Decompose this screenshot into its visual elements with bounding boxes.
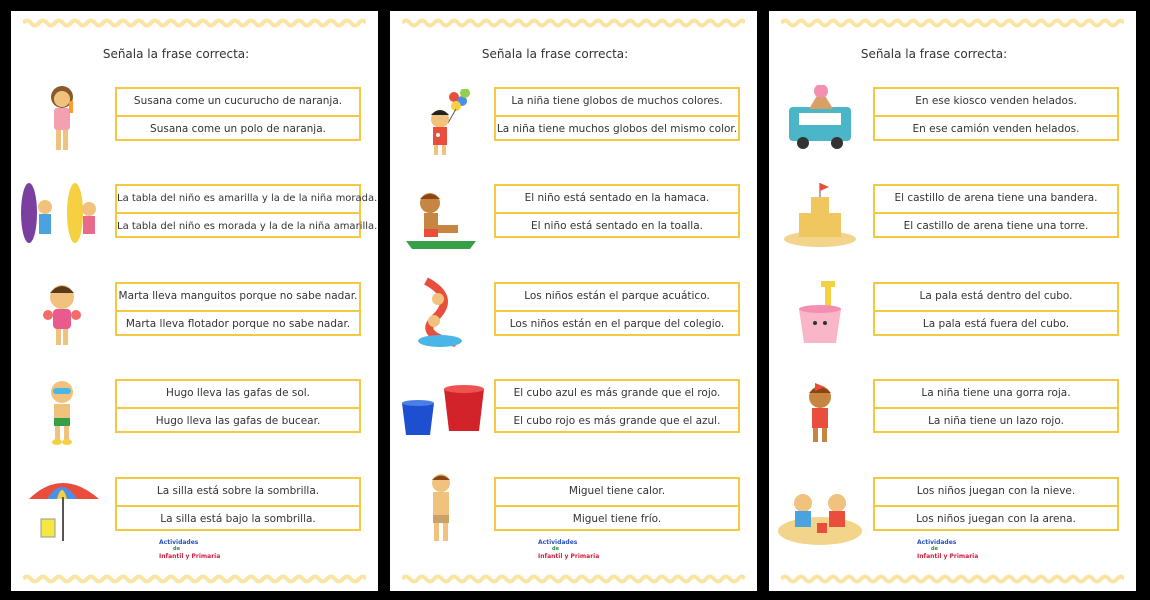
answer-option[interactable]: La niña tiene un lazo rojo. [875, 407, 1117, 435]
girl-with-armbands-image [17, 279, 107, 351]
answer-box [115, 282, 361, 336]
answer-box [873, 282, 1119, 336]
answer-option[interactable]: Hugo lleva las gafas de bucear. [117, 407, 359, 435]
sandcastle-image [775, 179, 865, 251]
wavy-border-bottom [402, 574, 745, 584]
answer-option[interactable]: La niña tiene globos de muchos colores. [511, 95, 723, 107]
answer-box [115, 379, 361, 433]
logo-line-3: Infantil y Primaria [917, 553, 979, 560]
answer-option[interactable]: Hugo lleva las gafas de sol. [165, 387, 311, 399]
logo-line-1: Actividades [538, 539, 578, 546]
answer-box [494, 477, 740, 531]
wavy-border-top [781, 18, 1124, 28]
publisher-logo [917, 537, 997, 565]
logo-line-3: Infantil y Primaria [159, 553, 221, 560]
answer-option[interactable]: Miguel tiene calor. [568, 485, 666, 497]
answer-option[interactable]: En ese kiosco venden helados. [915, 95, 1077, 107]
answer-box [494, 87, 740, 141]
answer-box [873, 477, 1119, 531]
kids-playing-in-sand-image [775, 479, 865, 551]
boy-on-towel-image [396, 181, 486, 253]
answer-box [115, 477, 361, 531]
girl-with-popsicle-image [17, 83, 107, 155]
ice-cream-truck-image [775, 85, 865, 157]
answer-option[interactable]: La niña tiene muchos globos del mismo color. [496, 115, 738, 143]
publisher-logo [538, 537, 618, 565]
worksheet-title: Señala la frase correcta: [860, 47, 1008, 61]
answer-option[interactable]: En ese camión venden helados. [875, 115, 1117, 143]
answer-box [494, 379, 740, 433]
answer-option[interactable]: El niño está sentado en la hamaca. [524, 192, 710, 204]
answer-option[interactable]: La tabla del niño es morada y la de la niña amarilla. [117, 212, 359, 240]
answer-option[interactable]: La tabla del niño es amarilla y la de la niña morada. [117, 193, 378, 204]
logo-line-2: de [173, 546, 180, 552]
wavy-border-bottom [781, 574, 1124, 584]
answer-option[interactable]: El cubo azul es más grande que el rojo. [513, 387, 721, 399]
logo-line-2: de [931, 546, 938, 552]
answer-box [115, 87, 361, 141]
girl-with-bow-image [775, 377, 865, 449]
logo-line-2: de [552, 546, 559, 552]
wavy-border-top [402, 18, 745, 28]
answer-option[interactable]: Susana come un polo de naranja. [117, 115, 359, 143]
worksheet-title: Señala la frase correcta: [102, 47, 250, 61]
answer-box [115, 184, 378, 238]
answer-option[interactable]: Los niños juegan con la arena. [875, 505, 1117, 533]
answer-option[interactable]: Miguel tiene frío. [496, 505, 738, 533]
answer-option[interactable]: Los niños juegan con la nieve. [916, 485, 1076, 497]
wavy-border-bottom [23, 574, 366, 584]
wavy-border-top [23, 18, 366, 28]
boy-shivering-image [396, 471, 486, 543]
kids-with-surfboards-image [17, 179, 107, 251]
answer-option[interactable]: Marta lleva manguitos porque no sabe nadar. [118, 290, 358, 302]
answer-option[interactable]: El castillo de arena tiene una torre. [875, 212, 1117, 240]
answer-box [494, 184, 740, 238]
answer-option[interactable]: La pala está dentro del cubo. [919, 290, 1073, 302]
blue-and-red-buckets-image [396, 375, 486, 447]
answer-option[interactable]: Marta lleva flotador porque no sabe nadar. [117, 310, 359, 338]
answer-option[interactable]: Los niños están en el parque del colegio. [496, 310, 738, 338]
answer-option[interactable]: Susana come un cucurucho de naranja. [133, 95, 343, 107]
kids-on-waterslide-image [396, 277, 486, 349]
answer-option[interactable]: La silla está sobre la sombrilla. [156, 485, 320, 497]
worksheet-title: Señala la frase correcta: [481, 47, 629, 61]
logo-line-3: Infantil y Primaria [538, 553, 600, 560]
girl-with-balloons-image [396, 89, 486, 161]
answer-box [494, 282, 740, 336]
logo-line-1: Actividades [159, 539, 199, 546]
answer-option[interactable]: La silla está bajo la sombrilla. [117, 505, 359, 533]
worksheet-1 [11, 11, 378, 591]
answer-option[interactable]: El castillo de arena tiene una bandera. [894, 192, 1098, 204]
answer-option[interactable]: La pala está fuera del cubo. [875, 310, 1117, 338]
answer-option[interactable]: Los niños están el parque acuático. [524, 290, 710, 302]
pink-bucket-and-shovel-image [775, 279, 865, 351]
answer-box [873, 87, 1119, 141]
worksheet-2 [390, 11, 757, 591]
logo-line-1: Actividades [917, 539, 957, 546]
answer-box [873, 184, 1119, 238]
answer-option[interactable]: El cubo rojo es más grande que el azul. [496, 407, 738, 435]
worksheet-3 [769, 11, 1136, 591]
beach-umbrella-chair-image [17, 471, 107, 543]
boy-with-goggles-image [17, 376, 107, 448]
answer-option[interactable]: El niño está sentado en la toalla. [496, 212, 738, 240]
answer-option[interactable]: La niña tiene una gorra roja. [921, 387, 1071, 399]
publisher-logo [159, 537, 239, 565]
answer-box [873, 379, 1119, 433]
